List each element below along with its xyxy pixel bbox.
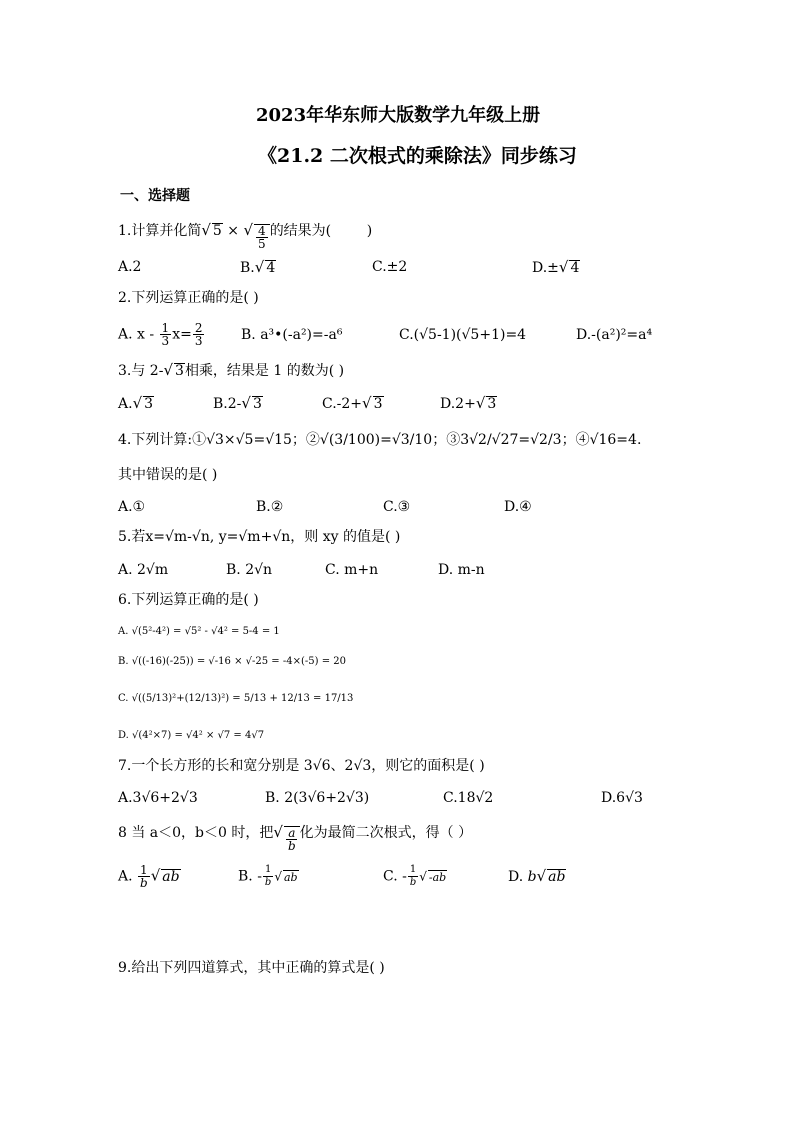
- q7-option-c: C.18√2: [443, 790, 494, 806]
- q1-option-b: B.√ 4: [240, 258, 276, 276]
- q4-option-a: A.①: [118, 499, 146, 515]
- q8-option-a: A. $\frac{1}{b}$ √ ab: [118, 863, 180, 890]
- q3-option-b: B.2-√ 3: [213, 394, 262, 412]
- q6-option-b: B. √((-16)(-25)) = √-16 × √-25 = -4×(-5) = 20: [118, 656, 346, 667]
- question-4-stem-2: 其中错误的是( ): [118, 467, 218, 483]
- q2-option-c: C.(√5-1)(√5+1)=4: [399, 327, 527, 343]
- question-5-stem: 5.若x=√m-√n, y=√m+√n，则 xy 的值是( ): [118, 529, 401, 545]
- q7-option-b: B. 2(3√6+2√3): [265, 790, 370, 806]
- question-6-stem: 6.下列运算正确的是( ): [118, 592, 259, 608]
- sqrt-5: √ 5: [201, 221, 222, 239]
- question-8-stem: 8 当 a＜0，b＜0 时，把√ $\frac{a}{b}$ 化为最简二次根式，得（ ）: [118, 823, 473, 853]
- q5-option-c: C. m+n: [325, 562, 379, 578]
- q4-option-b: B.②: [256, 499, 284, 515]
- q4-option-c: C.③: [383, 499, 411, 515]
- q6-option-c: C. √((5/13)²+(12/13)²) = 5/13 + 12/13 = 17/13: [118, 693, 354, 704]
- q2-option-a: A. x - $\frac{1}{3}$ x= $\frac{2}{3}$: [118, 321, 203, 348]
- q3-option-a: A.√ 3: [118, 394, 154, 412]
- q1-stem-text-c: ): [366, 223, 373, 239]
- q1-option-a: A.2: [118, 259, 142, 275]
- q1-stem-text-a: 1.计算并化简: [118, 223, 202, 239]
- q5-option-d: D. m-n: [438, 562, 485, 578]
- q5-option-b: B. 2√n: [226, 562, 273, 578]
- q8-option-c: C. - $\frac{1}{b}$ √ -ab: [383, 864, 447, 888]
- q7-option-d: D.6√3: [601, 790, 643, 806]
- q6-option-d: D. √(4²×7) = √4² × √7 = 4√7: [118, 730, 265, 741]
- question-7-stem: 7.一个长方形的长和宽分别是 3√6、2√3，则它的面积是( ): [118, 758, 485, 774]
- q5-option-a: A. 2√m: [118, 562, 169, 578]
- q4-option-d: D.④: [504, 499, 532, 515]
- question-1-stem: 1.计算并化简√ 5 × √ $\frac{4}{5}$ 的结果为( ): [118, 221, 373, 251]
- q8-option-d: D. b√ ab: [508, 867, 566, 885]
- section-heading: 一、选择题: [120, 188, 190, 204]
- q8-option-b: B. - $\frac{1}{b}$ √ ab: [238, 864, 298, 888]
- q1-option-c: C.±2: [372, 259, 408, 275]
- page-title: 2023年华东师大版数学九年级上册: [256, 105, 541, 126]
- q6-option-a: A. √(5²-4²) = √5² - √4² = 5-4 = 1: [118, 626, 280, 637]
- question-2-stem: 2.下列运算正确的是( ): [118, 290, 259, 306]
- q3-option-d: D.2+√ 3: [440, 394, 497, 412]
- q2-option-d: D.-(a²)²=a⁴: [576, 327, 653, 343]
- question-9-stem: 9.给出下列四道算式，其中正确的算式是( ): [118, 960, 385, 976]
- question-4-stem: 4.下列计算:①√3×√5=√15；②√(3/100)=√3/10；③3√2/√27=√2/3；④√16=4.: [118, 432, 642, 448]
- q1-stem-text-b: 的结果为(: [269, 223, 332, 239]
- q7-option-a: A.3√6+2√3: [118, 790, 198, 806]
- page-subtitle: 《21.2 二次根式的乘除法》同步练习: [258, 145, 577, 167]
- q3-option-c: C.-2+√ 3: [322, 394, 383, 412]
- q1-option-d: D.±√ 4: [532, 258, 580, 276]
- question-3-stem: 3.与 2-√ 3相乘，结果是 1 的数为( ): [118, 361, 345, 379]
- q2-option-b: B. a³•(-a²)=-a⁶: [241, 327, 343, 343]
